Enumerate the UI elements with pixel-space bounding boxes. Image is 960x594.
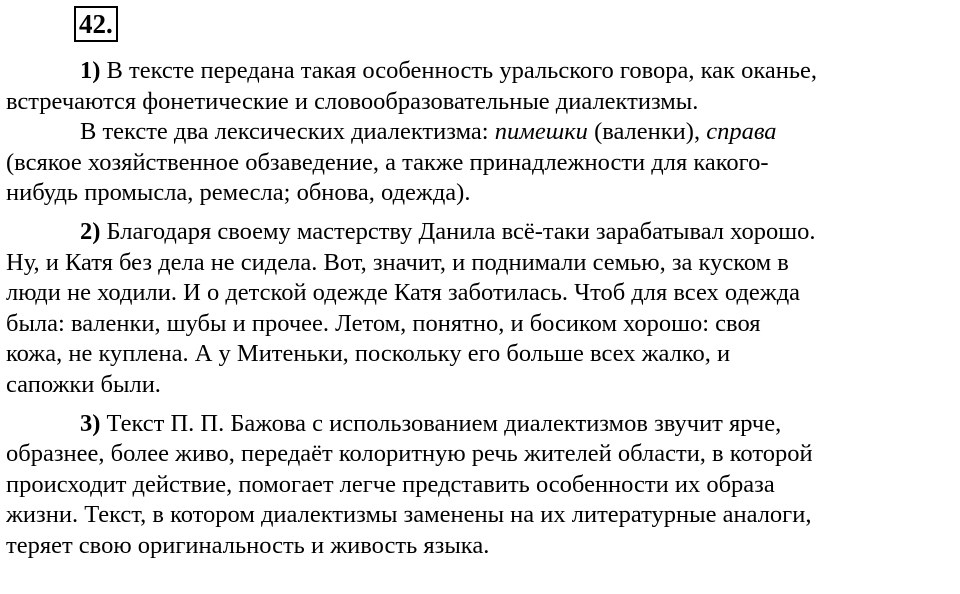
paragraph-4-line-2: образнее, более живо, передаёт колоритную речь жителей области, в которой: [6, 440, 813, 468]
paragraph-1-line-1: 1) В тексте передана такая особенность уральского говора, как оканье,: [80, 57, 818, 84]
exercise-number: 42.: [74, 6, 118, 42]
item-marker-3: 3): [80, 409, 101, 437]
paragraph-4-line-1: 3) Текст П. П. Бажова с использованием диалектизмов звучит ярче,: [80, 409, 782, 437]
paragraph-4-line-5: теряет свою оригинальность и живость языка.: [6, 531, 490, 559]
paragraph-1-line-2: встречаются фонетические и словообразовательные диалектизмы.: [6, 87, 699, 115]
paragraph-2-line-2: (всякое хозяйственное обзаведение, а также принадлежности для какого-: [6, 148, 769, 176]
paragraph-4-line-3: происходит действие, помогает легче представить особенности их образа: [6, 470, 775, 498]
item-marker-1: 1): [80, 57, 101, 84]
paragraph-3-line-5: кожа, не куплена. А у Митеньки, поскольку его больше всех жалко, и: [6, 340, 731, 368]
answer-text: [6, 56, 936, 562]
paragraph-2-line-1: В тексте два лексических диалектизма: пимешки (валенки), справа: [80, 118, 777, 146]
paragraph-3-line-1: 2) Благодаря своему мастерству Данила всё-таки зарабатывал хорошо.: [80, 217, 816, 245]
paragraph-3-line-6: сапожки были.: [6, 370, 161, 398]
paragraph-4-line-4: жизни. Текст, в котором диалектизмы заменены на их литературные аналоги,: [6, 501, 812, 529]
paragraph-2-line-3: нибудь промысла, ремесла; обнова, одежда).: [6, 179, 471, 207]
paragraph-3-line-2: Ну, и Катя без дела не сидела. Вот, значит, и поднимали семью, за куском в: [6, 248, 789, 276]
dialect-term-sprava: справа: [706, 118, 777, 146]
paragraph-gap: [6, 209, 936, 217]
item-marker-2: 2): [80, 217, 101, 245]
paragraph-3-line-3: люди не ходили. И о детской одежде Катя заботилась. Чтоб для всех одежда: [6, 279, 801, 307]
paragraph-gap: [6, 401, 936, 409]
paragraph-3-line-4: была: валенки, шубы и прочее. Летом, понятно, и босиком хорошо: своя: [6, 309, 761, 337]
dialect-term-pimeshki: пимешки: [494, 118, 588, 146]
